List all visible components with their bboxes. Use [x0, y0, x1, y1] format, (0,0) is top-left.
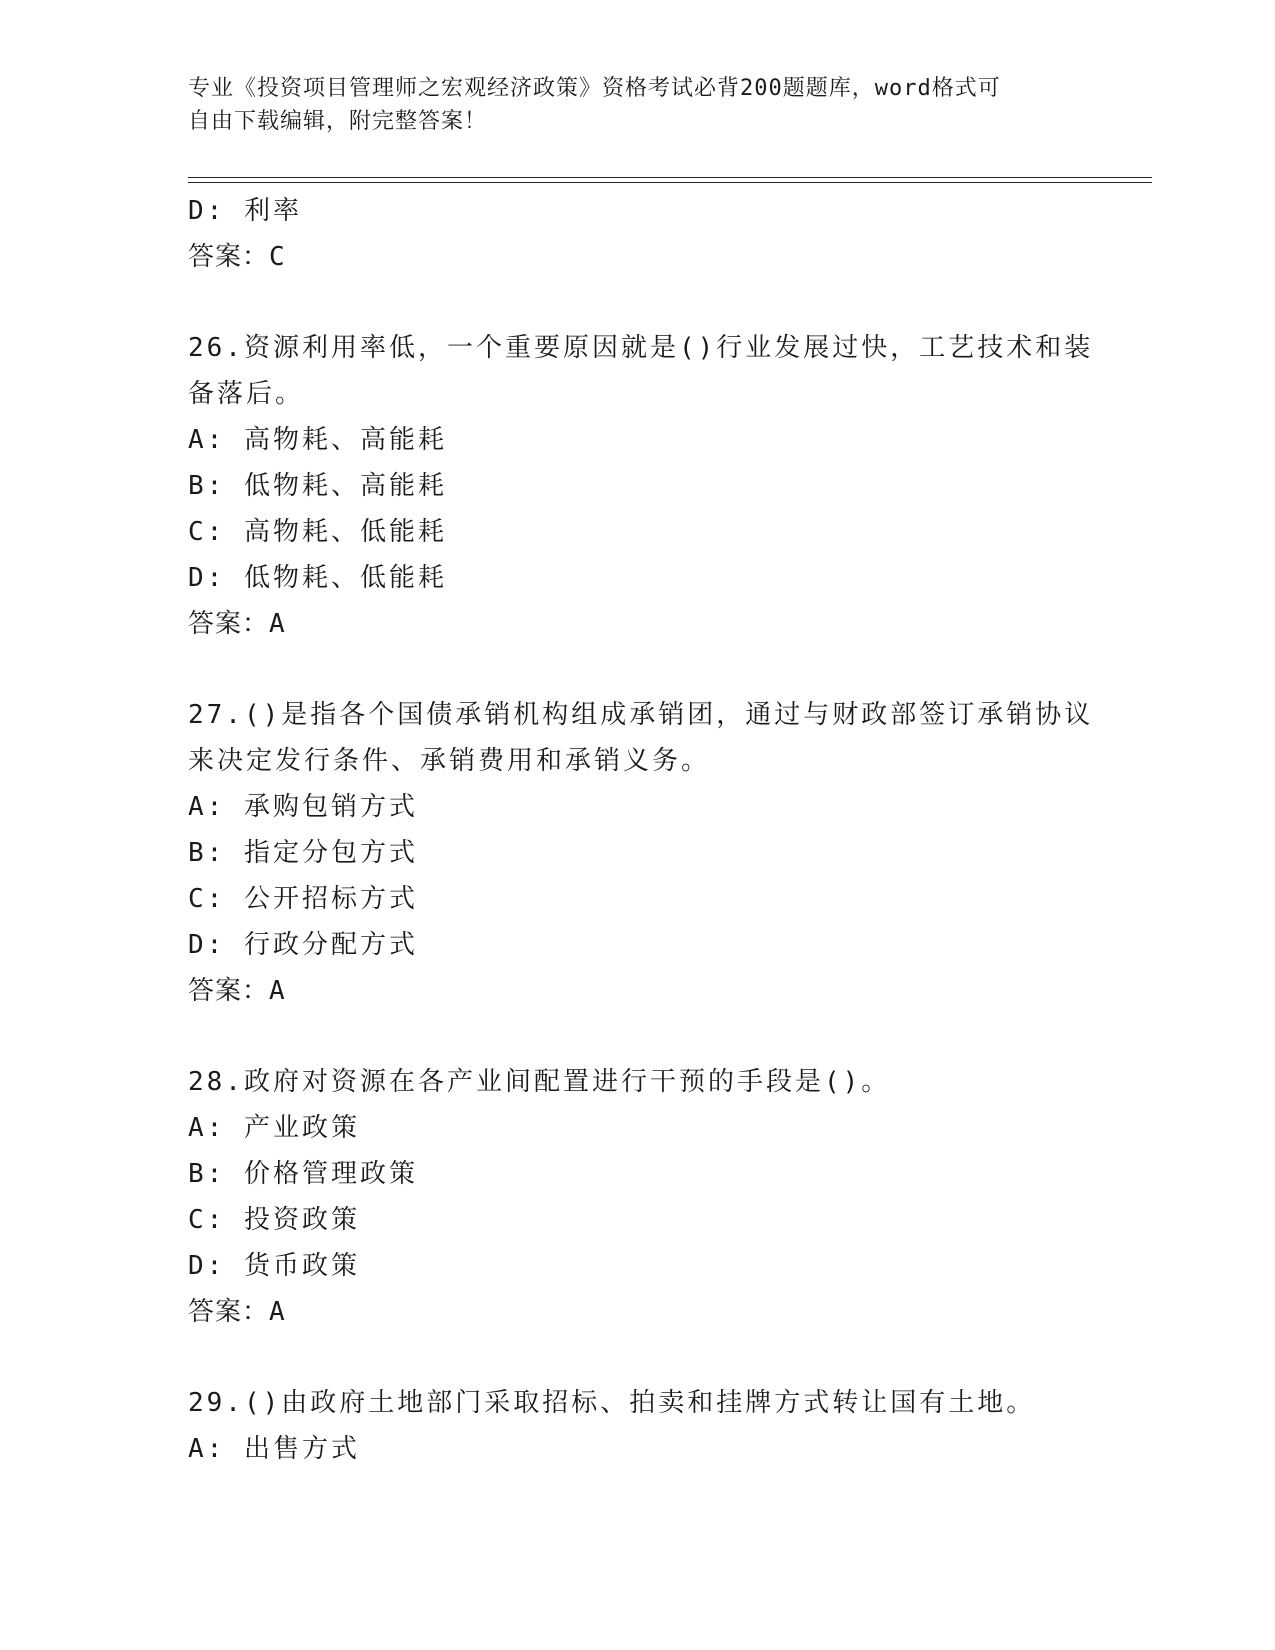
- answer: [188, 968, 1088, 1014]
- option-a: A: 出售方式: [188, 1434, 360, 1464]
- option-c: C: 高物耗、低能耗: [188, 517, 447, 547]
- header-divider-top: [188, 177, 1152, 178]
- question-29: [188, 1380, 1088, 1472]
- option-b: B: 价格管理政策: [188, 1159, 418, 1189]
- option-b: B: 指定分包方式: [188, 838, 418, 868]
- answer: [188, 601, 1088, 647]
- answer-value: C: [269, 242, 286, 272]
- answer-label: 答案：: [188, 609, 270, 639]
- question-stem-line: 28.政府对资源在各产业间配置进行干预的手段是()。: [188, 1067, 891, 1097]
- answer-value: A: [269, 609, 286, 639]
- spacer: [188, 647, 1088, 692]
- option-b: B: 低物耗、高能耗: [188, 471, 447, 501]
- spacer: [188, 1014, 1088, 1059]
- header-line-1: 专业《投资项目管理师之宏观经济政策》资格考试必背200题题库，word格式可: [188, 76, 1001, 101]
- option-c: C: 投资政策: [188, 1205, 360, 1235]
- option-c: C: 公开招标方式: [188, 884, 418, 914]
- document-header: [188, 72, 1088, 138]
- answer-label: 答案：: [188, 242, 270, 272]
- spacer: [188, 1335, 1088, 1380]
- question-stem-line: 26.资源利用率低，一个重要原因就是()行业发展过快，工艺技术和装: [188, 333, 1094, 363]
- question-content: [188, 188, 1094, 1472]
- option-a: A: 承购包销方式: [188, 792, 418, 822]
- option-d: D: 低物耗、低能耗: [188, 563, 447, 593]
- question-27: [188, 692, 1094, 1014]
- question-stem-line: 来决定发行条件、承销费用和承销义务。: [188, 746, 711, 776]
- question-26: [188, 325, 1094, 647]
- option-a: A: 产业政策: [188, 1113, 360, 1143]
- option-d: D: 货币政策: [188, 1251, 360, 1281]
- answer-value: A: [269, 1297, 286, 1327]
- header-divider-bottom: [188, 182, 1152, 183]
- question-stem-line: 27.()是指各个国债承销机构组成承销团，通过与财政部签订承销协议: [188, 700, 1094, 730]
- question-stem-line: 备落后。: [188, 379, 305, 409]
- answer-value: A: [269, 976, 286, 1006]
- answer: [188, 1289, 1088, 1335]
- header-line-2: 自由下载编辑，附完整答案！: [188, 109, 488, 134]
- answer-label: 答案：: [188, 976, 270, 1006]
- question-stem-line: 29.()由政府土地部门采取招标、拍卖和挂牌方式转让国有土地。: [188, 1388, 1036, 1418]
- option-d: D: 行政分配方式: [188, 930, 418, 960]
- option-a: A: 高物耗、高能耗: [188, 425, 447, 455]
- spacer: [188, 280, 1088, 325]
- answer-label: 答案：: [188, 1297, 270, 1327]
- prev-answer: [188, 234, 1088, 280]
- prev-option-d: D: 利率: [188, 196, 302, 226]
- question-28: [188, 1059, 1088, 1335]
